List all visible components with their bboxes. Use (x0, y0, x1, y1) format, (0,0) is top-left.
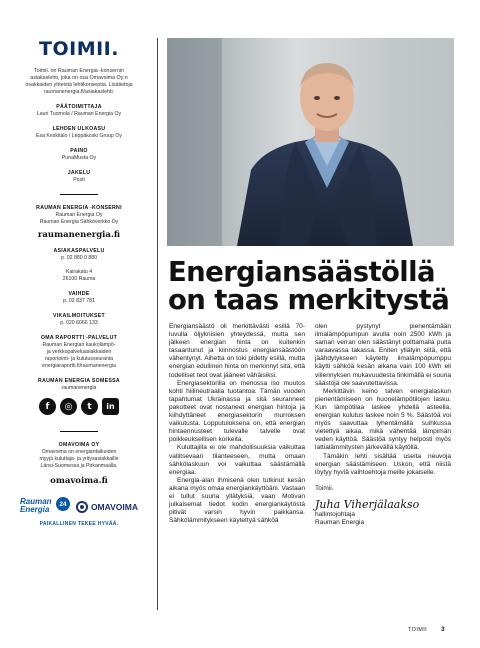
section-label: PÄÄTOIMITTAJA (56, 104, 102, 110)
section-value: Lauri Tuomola / Rauman Energia Oy (36, 111, 122, 117)
section-value (20, 262, 138, 269)
logo-text: Rauman (20, 497, 52, 506)
portrait-photo (167, 38, 454, 246)
magazine-intro: Toimii. on Rauman Energia -konsernin asiakaslehti, joka on osa Omavoima Oy:n osakkaiden yhteistä lehtikonseptia. Lisätietoja raumanenergia.fi/asiakaslehti. (25, 68, 133, 95)
article-column-2 (315, 323, 451, 527)
section-value: PunaMusta Oy (61, 155, 97, 161)
website-link[interactable]: raumanenergia.fi (37, 230, 121, 240)
section-label: LEHDEN ULKOASU (52, 126, 106, 132)
omavoima-line: Länsi-Suomessa ja Pirkanmaalla. (40, 463, 118, 469)
section-label: ASIAKASPALVELU (53, 248, 105, 254)
paragraph: Merkittävin keino talven energialaskun pienentämiseen on huonelämpötilojen lasku. Kun lämpötilaa laskee yhdellä asteella, energian kulutus laskee noin 5 %. Säästöä voi myös saavuttaa lyhentämällä suihkussa vietettyä aikaa, mikä vähentää lämpimän veden käyttöä. Säästöä syntyy helposti myös lattialämmitysten järkevällä käytöllä. (315, 387, 451, 452)
section-value: p. 02 837 781 (63, 298, 95, 304)
section-value: ja verkkopalveluasiakkaiden (46, 349, 112, 355)
staff-sections (20, 104, 138, 184)
article-column-1 (169, 323, 305, 525)
paragraph: olen pystynyt pienentämään ilmalämpöpumpun avulla noin 2500 kWh ja saman verran olen säästänyt polttamalla puita varaavassa takassa. Eniten yllätyin siitä, että jäähdytykseen käytetty ilmalämpöpumppu käytti sähköä kesän aikana vain 100 kWh eli viilennyksen mukavuudesta tinkimällä ei suuria säästöjä ole saavutettavissa. (315, 323, 451, 387)
paragraph: Energiasektorilla on menossa iso muutos kohti hiilineutraalia tuotantoa. Tämän vuoden tapahtumat Ukrainassa ja sitä seuranneet pakotteet ovat nostaneet energian hintoja ja kiihdyttäneet energiasektorin murroksen vaikutusta. Lopputuloksena on, että energian hintaennusteet tulevalle talvelle ovat poikkeuksellisen korkeita. (169, 379, 305, 444)
section-value: raumanenergia (61, 385, 97, 391)
colophon-sidebar (20, 38, 138, 527)
section-value: p. 020 6066 133 (60, 320, 98, 326)
logo-badge: 24 (56, 497, 70, 511)
headline-line: Energiansäästöllä (168, 256, 435, 288)
section-label: PAINO (70, 148, 88, 154)
author-organization: Rauman Energia (315, 518, 365, 526)
separator-line (60, 431, 98, 432)
section-value: Esa Keskitalo / Leppäkoski Group Oy (36, 133, 122, 139)
omavoima-logo (76, 501, 138, 513)
section-value: energiaraportti.fi/raumanenergia (42, 363, 116, 369)
separator-line (60, 194, 98, 195)
instagram-icon[interactable]: ◎ (60, 398, 77, 415)
twitter-icon[interactable]: t (81, 398, 98, 415)
section-label: VIKAILMOITUKSET (52, 313, 106, 319)
paragraph: Energiansäästö oli merkittävästi esillä 70-luvulla öljykriisien yhteydessä, mutta sen jälkeen energian hinta on kuitenkin tasaantunut ja kiinnostus energiansäästöön vähentynyt. Aihetta on toki pidetty esillä, mutta energian edullinen hinta on merkinnyt sitä, että todelliset teot ovat jääneet vähäisiksi. (169, 323, 305, 379)
section-label: VAIHDE (68, 291, 90, 297)
omavoima-label: OMAVOIMA OY (58, 442, 100, 448)
footer-magazine-name: TOIMII (408, 627, 428, 633)
partner-logos (20, 496, 138, 518)
author-role: hallintojohtaja (315, 510, 356, 518)
section-label: RAUMAN ENERGIA SOMESSA (38, 378, 120, 384)
logo-text: OMAVOIMA (90, 502, 138, 512)
contact-sections (20, 248, 138, 392)
omavoima-line: myyjä kuluttaja- ja yritysasiakkaille (39, 456, 119, 462)
magazine-brand: TOIMII. (39, 38, 119, 60)
paragraph: Kuluttajilla ei ole mahdollisuuksia vaikuttaa vallitsevaan tilanteeseen, mutta omaan sähkölaskuun voi vaikuttaa säästämällä energiaa. (169, 444, 305, 476)
section-label: JAKELU (67, 170, 91, 176)
column-divider (157, 38, 158, 610)
section-value: Kairakatu 4 (65, 269, 93, 275)
omavoima-line: Omavoima on energiantaikuiden (41, 449, 117, 455)
facebook-icon[interactable]: f (39, 398, 56, 415)
portrait-illustration (167, 38, 454, 246)
company-line: Rauman Energia Sähköverkko Oy (39, 219, 119, 225)
section-label: OMA RAPORTTI -PALVELUT (40, 335, 118, 341)
omavoima-website-link[interactable]: omavoima.fi (50, 476, 108, 486)
section-value: Posti (73, 177, 85, 183)
section-value: raportointi- ja kulutusseuranta (44, 356, 114, 362)
section-value: 26100 Rauma (62, 276, 96, 282)
company-label: RAUMAN ENERGIA -KONSERNI (36, 205, 122, 211)
company-line: Rauman Energia Oy (55, 212, 103, 218)
article-headline (168, 258, 458, 314)
omavoima-mark-icon (76, 501, 88, 513)
paragraph: Energia-alan ihmisenä olen tutkinut kesän aikana myös omaa energiankäyttöäni. Vastaan ei tullut suuria yllätyksiä, vaan Motivan julkaisemat tiedot kodin energiankäytöstä pitivät varsin hyvin paikkansa. Sähkölämmitykseen käytettyä sähköä (169, 476, 305, 525)
tagline: PAIKALLINEN TEKEE HYVÄÄ. (39, 521, 119, 527)
signature-block (315, 499, 451, 527)
headline-line: on taas merkitystä (168, 284, 450, 316)
section-value: p. 02 880 0 880 (60, 255, 98, 261)
signature: Juha Viherjälaakso (315, 497, 420, 511)
linkedin-icon[interactable]: in (102, 398, 119, 415)
paragraph: Tämäkin lehti sisältää useita neuvoja energian säästämiseen. Uskon, että niistä löytyy hyviä vaihtoehtoja meille jokaiselle. (315, 452, 451, 476)
rauman-energia-logo (20, 496, 70, 518)
logo-text: Energia (20, 505, 50, 514)
closing-line: Toimii. (315, 484, 334, 492)
social-icons (20, 398, 138, 415)
page-number: 3 (441, 626, 445, 633)
section-value: Rauman Energian kaukolämpö- (42, 342, 116, 348)
